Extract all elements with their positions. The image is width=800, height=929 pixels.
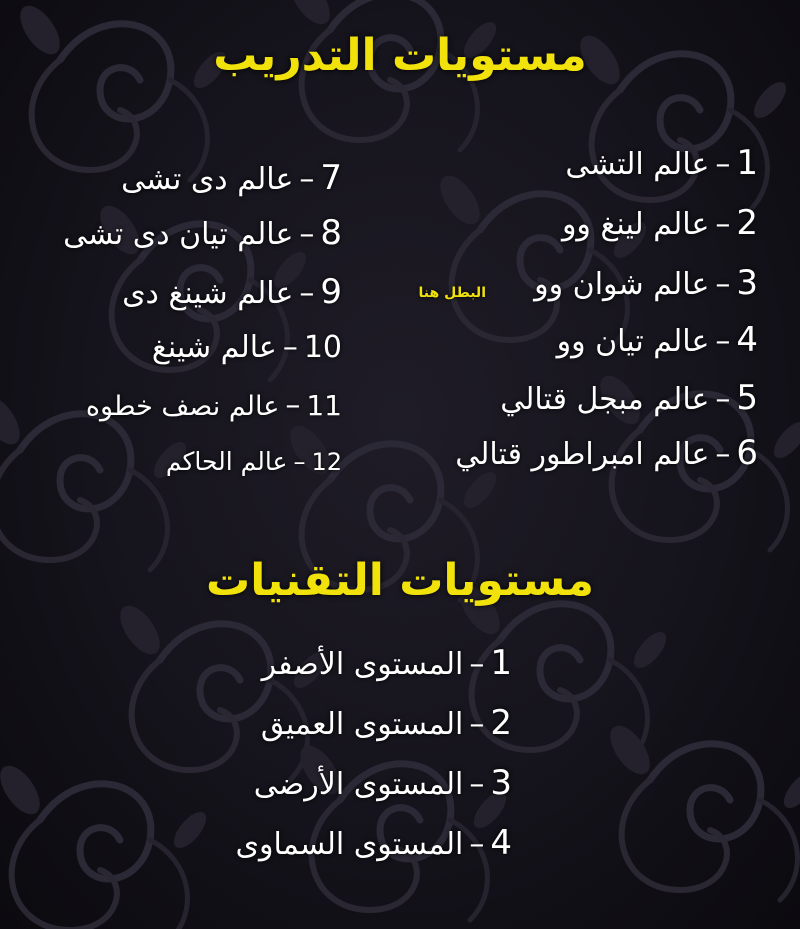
separator: – — [299, 217, 315, 252]
level-name: المستوى الأرضى — [253, 767, 464, 802]
level-name: عالم تيان دى تشى — [63, 217, 294, 252]
level-number: 2 — [490, 703, 512, 743]
level-name: عالم التشى — [565, 147, 710, 182]
separator: – — [299, 162, 315, 197]
training-levels-title: مستويات التدريب — [213, 30, 587, 81]
separator: – — [469, 767, 485, 802]
technique-level-4 — [0, 823, 512, 863]
separator: – — [299, 276, 315, 311]
level-number: 7 — [320, 158, 342, 198]
technique-level-2 — [0, 703, 512, 743]
technique-levels-title: مستويات التقنيات — [205, 555, 595, 606]
level-number: 3 — [736, 263, 758, 303]
level-number: 4 — [736, 320, 758, 360]
level-name: عالم نصف خطوه — [85, 391, 280, 422]
training-level-8 — [63, 213, 342, 253]
level-number: 2 — [736, 203, 758, 243]
separator: – — [469, 827, 485, 862]
separator: – — [293, 448, 306, 476]
level-name: المستوى السماوى — [235, 827, 464, 862]
level-name: المستوى العميق — [260, 707, 464, 742]
level-number: 9 — [320, 272, 342, 312]
training-level-4 — [557, 320, 758, 360]
separator: – — [469, 647, 485, 682]
level-number: 1 — [736, 143, 758, 183]
training-level-2 — [562, 203, 758, 243]
training-level-11 — [86, 388, 342, 423]
level-name: عالم شوان وو — [534, 267, 710, 302]
level-name: عالم مبجل قتالي — [500, 382, 710, 417]
level-number: 4 — [490, 823, 512, 863]
training-level-9 — [122, 272, 342, 312]
level-name: عالم شينغ دى — [122, 276, 294, 311]
technique-level-1 — [0, 643, 512, 683]
training-level-5 — [500, 378, 758, 418]
separator: – — [285, 388, 301, 423]
separator: – — [715, 437, 731, 472]
hero-here-marker: البطل هنا — [418, 285, 486, 301]
level-name: عالم امبراطور قتالي — [455, 437, 710, 472]
level-number: 3 — [490, 763, 512, 803]
separator: – — [469, 707, 485, 742]
level-number: 1 — [490, 643, 512, 683]
training-level-1 — [565, 143, 758, 183]
level-number: 10 — [303, 330, 342, 365]
level-name: عالم لينغ وو — [561, 207, 710, 242]
technique-level-3 — [0, 763, 512, 803]
level-number: 11 — [306, 389, 342, 422]
separator: – — [282, 330, 298, 365]
separator: – — [715, 147, 731, 182]
training-level-7 — [121, 158, 342, 198]
separator: – — [715, 382, 731, 417]
training-level-3 — [534, 263, 758, 303]
separator: – — [715, 267, 731, 302]
separator: – — [715, 207, 731, 242]
level-name: عالم تيان وو — [556, 324, 710, 359]
training-level-6 — [455, 433, 758, 473]
level-number: 12 — [311, 448, 342, 476]
level-number: 8 — [320, 213, 342, 253]
level-name: عالم دى تشى — [121, 162, 294, 197]
separator: – — [715, 324, 731, 359]
level-name: عالم الحاكم — [165, 447, 288, 476]
training-level-10 — [152, 330, 342, 365]
level-number: 6 — [736, 433, 758, 473]
training-level-12 — [166, 447, 342, 476]
level-number: 5 — [736, 378, 758, 418]
level-name: المستوى الأصفر — [261, 647, 464, 682]
level-name: عالم شينغ — [151, 330, 277, 365]
